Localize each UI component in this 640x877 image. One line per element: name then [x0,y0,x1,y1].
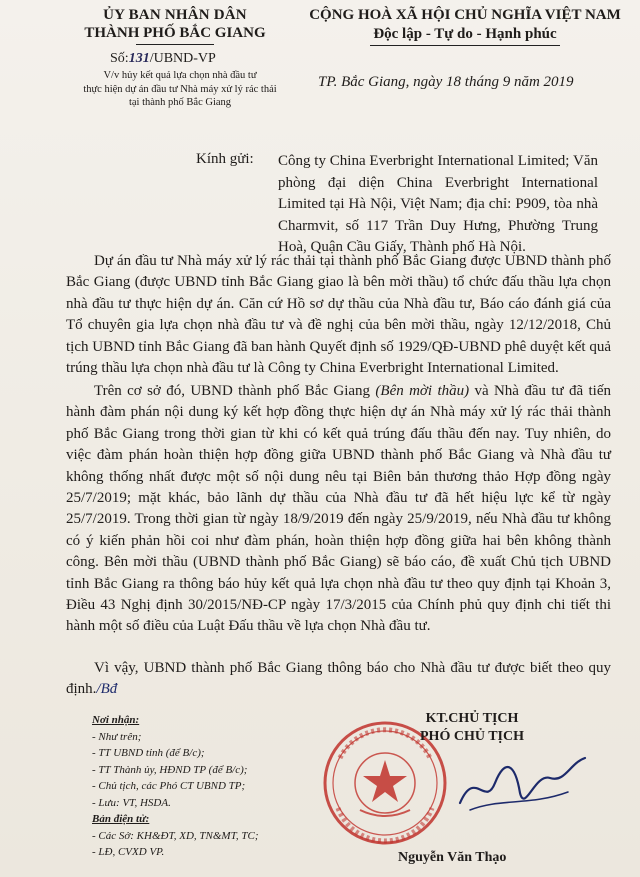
recipients-block [92,712,342,861]
paragraph-text: Trên cơ sở đó, UBND thành phố Bắc Giang [94,383,376,399]
addressee-label: Kính gửi: [196,151,254,167]
doc-number-handwritten: 131 [128,51,150,66]
issuer-line-2: THÀNH PHỐ BẮC GIANG [84,25,266,41]
issuer-underline [136,44,214,45]
national-title: CỘNG HOÀ XÃ HỘI CHỦ NGHĨA VIỆT NAM [309,7,621,23]
signer-title-1: KT.CHỦ TỊCH [425,711,519,726]
recipients-heading: Nơi nhận: [92,714,140,726]
signer-name: Nguyễn Văn Thạo [398,850,507,865]
body-paragraph-3 [66,658,611,701]
document-subject [70,69,290,110]
subject-line: thực hiện dự án đầu tư Nhà máy xử lý rác thải [83,83,277,95]
addressee-text: Công ty China Everbright International Limited; Văn phòng đại diện China Everbright International Limited tại Hà Nội, Việt Nam; địa chỉ: P909, tòa nhà Charmvit, số 117 Trần Duy Hưng, Phường Trung Hoà, Quận Cầu Giấy, Thành phố Hà Nội. [278,153,598,255]
paragraph-text: Vì vậy, UBND thành phố Bắc Giang thông báo cho Nhà đầu tư được biết theo quy định. [66,660,611,698]
recipient-item: - Như trên; [92,730,142,743]
recipient-item: - Lưu: VT, HSDA. [92,796,171,809]
subject-line: V/v hủy kết quả lựa chọn nhà đầu tư [103,70,257,81]
recipient-item: - LĐ, CVXD VP. [92,846,165,858]
recipient-item: - Các Sở: KH&ĐT, XD, TN&MT, TC; [92,829,259,842]
electronic-copy-heading: Bản điện tử: [92,813,150,825]
subject-line: tại thành phố Bắc Giang [128,97,232,108]
issuer-line-1: ỦY BAN NHÂN DÂN [103,7,247,23]
recipient-item: - TT Thành ủy, HĐND TP (để B/c); [92,763,248,776]
place-and-date: TP. Bắc Giang, ngày 18 tháng 9 năm 2019 [318,74,574,90]
paragraph-text: và Nhà đầu tư đã tiến hành đàm phán nội dung ký kết hợp đồng thực hiện dự án Nhà máy xử lý rác thải thành phố Bắc Giang trong thời gian từ khi có kết quả trúng đấu thầu đến nay. Tuy nhiên, do việc đàm phán hoàn thiện hợp đồng giữa UBND thành phố Bắc Giang và Nhà đầu tư không thống nhất được một số nội dung nêu tại Biên bản thương thảo Hợp đồng ngày 25/7/2019; mặt khác, bảo lãnh dự thầu của Nhà đầu tư đã hết hiệu lực kể từ ngày 25/7/2019. Trong thời gian từ ngày 18/9/2019 đến ngày 25/9/2019, nếu Nhà đầu tư không có ý kiến phản hồi coi như đàm phán, hoàn thiện hợp đồng giữa hai bên không thành công. Bên mời thầu (UBND thành phố Bắc Giang) sẽ báo cáo, đề xuất Chủ tịch UBND tỉnh Bắc Giang ra thông báo hủy kết quả lựa chọn nhà đầu tư theo quy định tại Khoản 3, Điều 43 Nghị định 30/2015/NĐ-CP ngày 17/3/2015 của Chính phủ quy định chi tiết thi hành một số điều của Luật Đấu thầu về lựa chọn Nhà đầu tư. [66,383,611,635]
signer-title-2: PHÓ CHỦ TỊCH [420,729,524,744]
doc-number-prefix: Số: [110,51,129,66]
handwritten-signature-icon [440,748,590,828]
handwritten-initial: /Bđ [96,681,118,698]
doc-number-suffix: /UBND-VP [149,51,216,66]
motto-underline [370,45,560,46]
paragraph-text: Dự án đầu tư Nhà máy xử lý rác thải tại thành phố Bắc Giang được UBND thành phố Bắc Giang (được UBND tỉnh Bắc Giang giao là bên mời thầu) tổ chức đấu thầu lựa chọn nhà đầu tư thực hiện dự án. Căn cứ Hồ sơ dự thầu của Nhà đầu tư, Báo cáo đánh giá của Tổ chuyên gia lựa chọn nhà đầu tư và đề nghị của bên mời thầu, ngày 12/12/2018, Chủ tịch UBND tỉnh Bắc Giang đã ban hành Quyết định số 1929/QĐ-UBND phê duyệt kết quả trúng thầu lựa chọn nhà đầu tư là Công ty China Everbright International Limited. [66,253,611,377]
signature-block [372,710,572,746]
body-paragraph-2 [66,381,611,638]
recipient-item: - Chủ tịch, các Phó CT UBND TP; [92,780,246,792]
issuer-header [60,6,290,45]
body-paragraph-1 [66,251,611,379]
national-header [300,6,630,46]
document-number [110,50,216,68]
recipient-item: - TT UBND tỉnh (để B/c); [92,747,205,759]
paragraph-italic: (Bên mời thầu) [375,383,470,399]
national-motto: Độc lập - Tự do - Hạnh phúc [373,26,557,42]
